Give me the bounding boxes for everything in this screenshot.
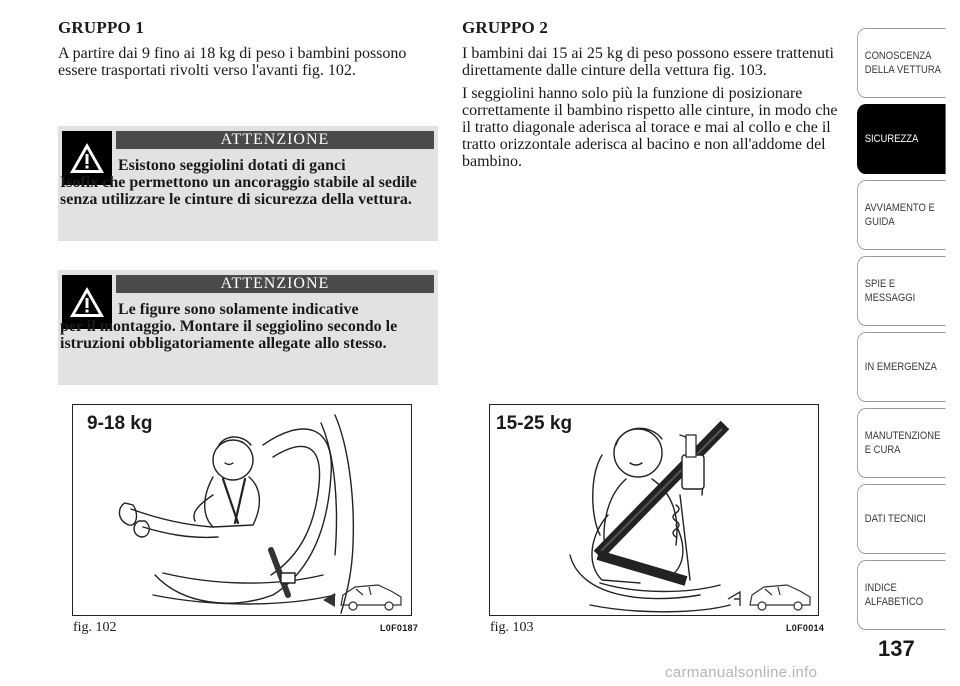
gruppo-2-paragraph-1: I bambini dai 15 ai 25 kg di peso possono essere trattenuti direttamente dalle cinture della vettura fig. 103. [462, 45, 834, 79]
figure-weight-label: 9-18 kg [87, 413, 153, 434]
warning-lead: Esistono seggiolini dotati di ganci [118, 157, 346, 174]
figure-caption-102: fig. 102 [73, 620, 117, 635]
figure-code-103: L0F0014 [786, 623, 825, 633]
right-column [462, 18, 842, 176]
warning-text [60, 301, 434, 352]
warning-lead: Le figure sono solamente indicative [118, 301, 359, 318]
car-icon [750, 585, 810, 610]
tab-indice-alfabetico[interactable]: INDICE ALFABETICO [857, 560, 946, 630]
booster-seat-illustration [490, 405, 818, 615]
tab-sicurezza[interactable]: SICUREZZA [857, 104, 946, 174]
tab-conoscenza-della-vettura[interactable]: CONOSCENZA DELLA VETTURA [857, 28, 946, 98]
tab-avviamento-e-guida[interactable]: AVVIAMENTO E GUIDA [857, 180, 946, 250]
page-number: 137 [878, 636, 915, 661]
tab-manutenzione-e-cura[interactable]: MANUTENZIONE E CURA [857, 408, 946, 478]
figure-caption-103: fig. 103 [490, 620, 534, 635]
warning-title: ATTENZIONE [116, 275, 434, 293]
warning-body: per il montaggio. Montare il seggiolino secondo le istruzioni obbligatoriamente allegate allo stesso. [60, 318, 398, 352]
arrow-left-icon [323, 593, 335, 607]
child-seat-forward-illustration [73, 405, 411, 615]
warning-box-figures [58, 270, 438, 385]
warning-box-isofix [58, 126, 438, 241]
tab-in-emergenza[interactable]: IN EMERGENZA [857, 332, 946, 402]
left-column [58, 18, 438, 85]
tab-dati-tecnici[interactable]: DATI TECNICI [857, 484, 946, 554]
section-heading-gruppo-2: GRUPPO 2 [462, 18, 549, 37]
gruppo-2-paragraph-2: I seggiolini hanno solo più la funzione di posizionare correttamente il bambino rispetto alle cinture, in modo che il tratto diagonale aderisca al torace e mai al collo e che il tratto orizzontale aderisca al bacino e non all'addome del bambino. [462, 85, 838, 170]
car-icon [341, 585, 401, 610]
figure-code-102: L0F0187 [380, 623, 419, 633]
section-heading-gruppo-1: GRUPPO 1 [58, 18, 145, 37]
tab-spie-e-messaggi[interactable]: SPIE E MESSAGGI [857, 256, 946, 326]
warning-title: ATTENZIONE [116, 131, 434, 149]
figure-102 [72, 404, 412, 616]
gruppo-1-paragraph: A partire dai 9 fino ai 18 kg di peso i bambini possono essere trasportati rivolti verso l'avanti fig. 102. [58, 45, 407, 79]
warning-text [60, 157, 434, 208]
arrow-left-icon [728, 592, 740, 606]
watermark: carmanualsonline.info [665, 664, 818, 681]
figure-weight-label: 15-25 kg [496, 413, 573, 434]
figure-103 [489, 404, 819, 616]
warning-body: Isofix che permettono un ancoraggio stabile al sedile senza utilizzare le cinture di sicurezza della vettura. [60, 174, 417, 208]
